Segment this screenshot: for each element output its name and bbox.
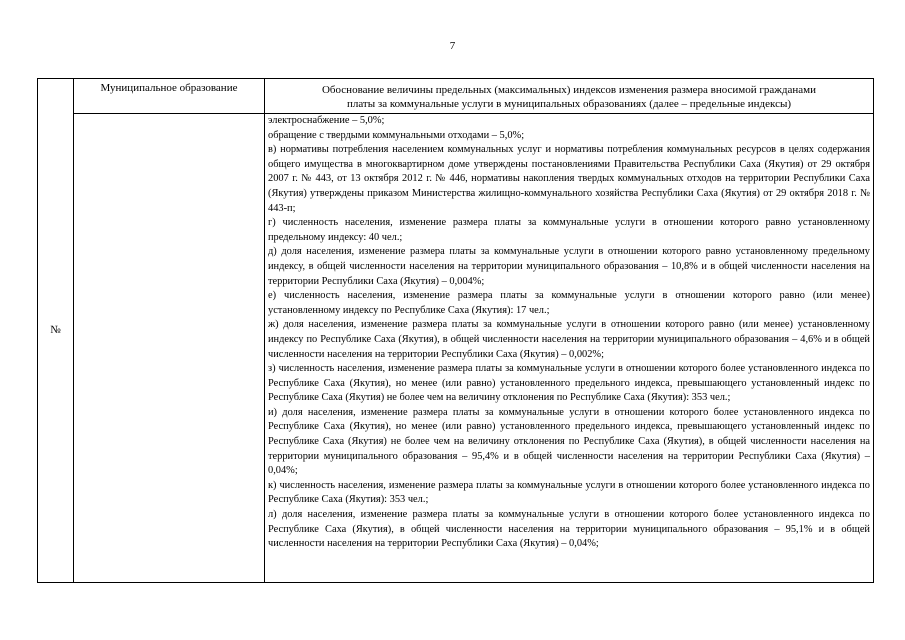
header-municipality-label: Муниципальное образование [100,82,238,94]
header-justification [265,79,874,114]
justification-table [37,78,874,583]
paragraph-d: д) доля населения, изменение размера платы за коммунальные услуги в отношении которого равно установленному предельному индексу, в общей численности населения на территории муниципального образования – 10,8% и в общей численности населения на территории Республики Саха (Якутия) – 0,004%; [268,246,870,287]
paragraph-k: к) численность населения, изменение размера платы за коммунальные услуги в отношении которого более установленного индекса по Республике Саха (Якутия): 353 чел.; [268,479,870,506]
paragraph-zh: ж) доля населения, изменение размера платы за коммунальные услуги в отношении которого равно (или менее) установленному индексу по Республике Саха (Якутия), в общей численности населения на территории муниципального образования – 4,6% и в общей численности населения на территории Республики Саха (Якутия) – 0,002%; [268,319,870,360]
header-justification-line2: платы за коммунальные услуги в муниципальных образованиях (далее – предельные индексы) [346,97,792,110]
paragraph-v: в) нормативы потребления населением коммунальных услуг и нормативы потребления коммунальных ресурсов в целях содержания общего имущества в многоквартирном доме утверждены постановлениями Правительства Республики Саха (Якутия) от 29 октября 2007 г. № 443, от 13 октября 2012 г. № 446, нормативы накопления твердых коммунальных отходов на территории Республики Саха (Якутия) утверждены приказом Министерства жилищно-коммунального хозяйства Республики Саха (Якутия) от 29 октября 2018 г. № 443-п; [268,144,870,214]
justification-cell [265,114,874,583]
paragraph-e: е) численность населения, изменение размера платы за коммунальные услуги в отношении которого равно (или менее) установленному индексу по Республике Саха (Якутия): 17 чел.; [268,290,870,316]
municipality-cell [74,114,265,583]
header-municipality [74,79,265,114]
paragraph-waste: обращение с твердыми коммунальными отходами – 5,0%; [268,129,525,141]
paragraph-g: г) численность населения, изменение размера платы за коммунальные услуги в отношении которого равно установленному предельному индексу: 40 чел.; [268,217,870,243]
table-row [38,114,874,583]
paragraph-z: з) численность населения, изменение размера платы за коммунальные услуги в отношении которого более установленного индекса по Республике Саха (Якутия), но менее (или равно) установленного предельного индекса, превышающего установленный индекс по Республике Саха (Якутия) не более чем на величину отклонения по Республике Саха (Якутия): 353 чел.; [268,363,870,404]
header-number-label: № [50,324,61,336]
paragraph-electricity: электроснабжение – 5,0%; [268,115,385,126]
header-number [38,79,74,583]
paragraph-l: л) доля населения, изменение размера платы за коммунальные услуги в отношении которого более установленного индекса по Республике Саха (Якутия), в общей численности населения на территории муниципального образования – 95,1% и в общей численности населения на территории Республики Саха (Якутия) – 0,04%; [268,509,870,550]
paragraph-i: и) доля населения, изменение размера платы за коммунальные услуги в отношении которого более установленного индекса по Республике Саха (Якутия), но менее (или равно) установленного предельного индекса, превышающего установленный индекс по Республике Саха (Якутия) не более чем на величину отклонения по Республике Саха (Якутия), в общей численности населения на территории муниципального образования – 95,4% и в общей численности населения на территории Республики Саха (Якутия) – 0,04%; [268,406,870,477]
page-number: 7 [449,40,456,52]
table-header-row [38,79,874,114]
header-justification-line1: Обоснование величины предельных (максимальных) индексов изменения размера вносимой гражданами [321,84,816,96]
